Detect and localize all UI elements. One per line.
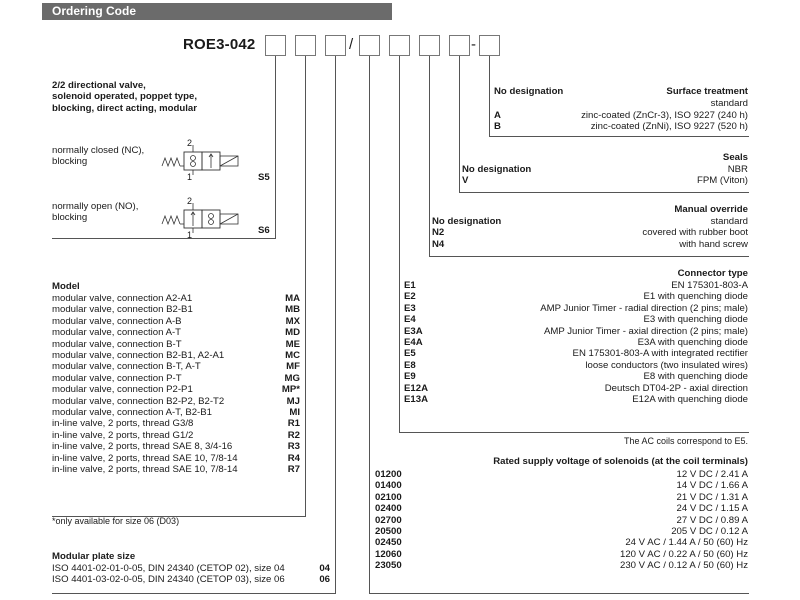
item-label: modular valve, connection P-T <box>52 372 182 384</box>
list-item <box>52 304 300 315</box>
item-code: 02400 <box>375 503 402 515</box>
code-box-connector <box>389 35 410 56</box>
item-desc: FPM (Viton) <box>697 175 748 187</box>
model-list <box>52 293 300 476</box>
item-label: modular valve, connection A2-A1 <box>52 293 193 304</box>
item-desc: 24 V AC / 1.44 A / 50 (60) Hz <box>625 537 748 549</box>
list-item <box>404 371 748 382</box>
list-item <box>375 549 748 560</box>
no-port-top: 2 <box>187 196 193 206</box>
variant-vline <box>275 56 276 239</box>
list-item <box>432 227 748 238</box>
item-code: 04 <box>319 563 330 574</box>
list-item <box>404 280 748 291</box>
item-desc: Deutsch DT04-2P - axial direction <box>604 382 748 394</box>
surface-vline <box>489 56 490 137</box>
list-item <box>375 480 748 491</box>
item-desc: loose conductors (two insulated wires) <box>585 359 748 371</box>
item-desc: standard <box>710 216 748 227</box>
item-desc: NBR <box>727 164 748 175</box>
item-code: 06 <box>319 574 330 586</box>
item-label: ISO 4401-02-01-0-05, DIN 24340 (CETOP 02), size 04 <box>52 563 285 574</box>
item-code: 01400 <box>375 480 402 492</box>
connector-vline <box>399 56 400 433</box>
list-item <box>494 110 748 121</box>
item-code: MJ <box>286 395 300 407</box>
item-code: MF <box>286 361 300 373</box>
list-item <box>375 469 748 480</box>
item-desc: 12 V DC / 2.41 A <box>676 469 748 480</box>
item-code: E12A <box>404 382 428 394</box>
item-code: E9 <box>404 371 416 383</box>
list-item <box>52 361 300 372</box>
item-code: MD <box>285 327 300 339</box>
valve-description: 2/2 directional valve, solenoid operated, poppet type, blocking, direct acting, modular <box>52 80 197 114</box>
item-desc: E8 with quenching diode <box>643 371 748 383</box>
item-code: E5 <box>404 348 416 360</box>
list-item <box>404 383 748 394</box>
item-code: A <box>494 110 501 121</box>
item-label: modular valve, connection A-B <box>52 315 182 327</box>
item-label: modular valve, connection A-T <box>52 327 182 339</box>
item-code: V <box>462 175 469 187</box>
model-vline <box>305 56 306 517</box>
list-item <box>432 216 748 227</box>
item-label: modular valve, connection A-T, B2-B1 <box>52 407 212 419</box>
item-label: in-line valve, 2 ports, thread SAE 8, 3/4-16 <box>52 441 233 453</box>
item-code: 20500 <box>375 526 402 538</box>
list-item <box>462 164 748 175</box>
item-code: E13A <box>404 394 428 406</box>
list-item <box>52 418 300 429</box>
item-code: E2 <box>404 291 416 303</box>
item-desc: 14 V DC / 1.66 A <box>676 480 748 492</box>
no-valve-symbol-icon <box>160 198 242 240</box>
override-list <box>432 216 748 250</box>
code-box-plate <box>325 35 346 56</box>
item-code: R1 <box>287 418 300 430</box>
item-code: E1 <box>404 280 416 291</box>
item-desc: 21 V DC / 1.31 A <box>676 491 748 503</box>
item-label: modular valve, connection B2-B1, A2-A1 <box>52 350 225 362</box>
item-code: 02100 <box>375 491 402 503</box>
item-code: 23050 <box>375 560 402 572</box>
list-item <box>404 326 748 337</box>
item-label: in-line valve, 2 ports, thread SAE 10, 7/8-14 <box>52 452 238 464</box>
item-desc: E1 with quenching diode <box>643 291 748 303</box>
variant-no-code: S6 <box>258 225 270 236</box>
list-item <box>52 441 300 452</box>
list-item <box>52 316 300 327</box>
nc-port-top: 2 <box>187 138 193 148</box>
list-item <box>52 373 300 384</box>
item-code: B <box>494 121 501 133</box>
no-port-bottom: 1 <box>187 230 193 240</box>
item-label: in-line valve, 2 ports, thread G1/2 <box>52 429 194 441</box>
seals-bracket-line <box>459 192 749 193</box>
code-box-model <box>295 35 316 56</box>
plate-list <box>52 563 330 586</box>
item-desc: covered with rubber boot <box>642 227 748 239</box>
item-code: E8 <box>404 359 416 371</box>
item-desc: 27 V DC / 0.89 A <box>676 514 748 526</box>
item-desc: EN 175301-803-A <box>671 280 748 291</box>
section-header: Ordering Code <box>42 3 392 20</box>
item-code: MA <box>285 293 300 304</box>
plate-title: Modular plate size <box>52 551 136 562</box>
item-label: ISO 4401-03-02-0-05, DIN 24340 (CETOP 03), size 06 <box>52 574 285 586</box>
list-item <box>52 339 300 350</box>
list-item <box>404 303 748 314</box>
list-item <box>52 574 330 585</box>
list-item <box>52 407 300 418</box>
item-desc: AMP Junior Timer - axial direction (2 pins; male) <box>543 325 748 337</box>
item-code: 01200 <box>375 469 402 480</box>
list-item <box>52 453 300 464</box>
code-dash: - <box>471 36 476 53</box>
item-code: MI <box>289 407 300 419</box>
plate-vline <box>335 56 336 594</box>
override-vline <box>429 56 430 257</box>
voltage-vline <box>369 56 370 594</box>
plate-bracket-line <box>52 593 336 594</box>
code-box-seals <box>449 35 470 56</box>
list-item <box>404 314 748 325</box>
item-label: in-line valve, 2 ports, thread SAE 10, 7/8-14 <box>52 464 238 476</box>
override-bracket-line <box>429 256 749 257</box>
item-label: in-line valve, 2 ports, thread G3/8 <box>52 418 194 430</box>
item-code: 02450 <box>375 537 402 549</box>
code-box-surface <box>479 35 500 56</box>
seals-vline <box>459 56 460 193</box>
item-desc: E3 with quenching diode <box>643 314 748 326</box>
item-code: MB <box>285 304 300 316</box>
connector-list <box>404 280 748 405</box>
item-desc: 230 V AC / 0.12 A / 50 (60) Hz <box>620 560 748 572</box>
list-item <box>52 384 300 395</box>
item-code: N4 <box>432 238 445 250</box>
list-item <box>375 537 748 548</box>
variant-no-label: normally open (NO), blocking <box>52 201 139 224</box>
variant-nc-code: S5 <box>258 172 270 183</box>
item-desc: E12A with quenching diode <box>632 394 748 406</box>
item-label: modular valve, connection B2-P2, B2-T2 <box>52 395 225 407</box>
item-label: modular valve, connection P2-P1 <box>52 384 193 396</box>
nc-port-bottom: 1 <box>187 172 193 182</box>
connector-title: Connector type <box>677 268 748 279</box>
override-title: Manual override <box>674 204 748 215</box>
item-label: modular valve, connection B2-B1 <box>52 304 193 316</box>
item-code: N2 <box>432 227 445 239</box>
seals-list <box>462 164 748 187</box>
item-code: E3 <box>404 302 416 314</box>
item-code: E4 <box>404 314 416 326</box>
item-code: 12060 <box>375 548 402 560</box>
surface-title: Surface treatment <box>666 86 748 97</box>
list-item <box>404 337 748 348</box>
item-code: ME <box>285 338 300 350</box>
item-code: MG <box>284 372 300 384</box>
list-item <box>375 560 748 571</box>
item-label: modular valve, connection B-T <box>52 338 182 350</box>
code-slash: / <box>349 36 354 53</box>
item-desc: E3A with quenching diode <box>637 337 748 349</box>
item-desc: zinc-coated (ZnCr-3), ISO 9227 (240 h) <box>581 110 748 121</box>
item-code: E4A <box>404 337 423 349</box>
list-item <box>404 348 748 359</box>
voltage-bracket-line <box>369 593 749 594</box>
list-item <box>375 515 748 526</box>
item-desc: 205 V DC / 0.12 A <box>671 526 748 538</box>
surface-bracket-line <box>489 136 749 137</box>
list-item <box>404 291 748 302</box>
item-code: No designation <box>462 164 532 175</box>
surface-list <box>494 110 748 133</box>
item-desc: 24 V DC / 1.15 A <box>676 503 748 515</box>
list-item <box>462 175 748 186</box>
code-box-variant <box>265 35 286 56</box>
item-code: E3A <box>404 325 423 337</box>
list-item <box>52 327 300 338</box>
code-box-override <box>419 35 440 56</box>
surface-no-designation: No designation <box>494 86 564 97</box>
ordering-code-prefix: ROE3-042 <box>183 36 256 53</box>
list-item <box>375 526 748 537</box>
code-box-voltage <box>359 35 380 56</box>
list-item <box>375 503 748 514</box>
list-item <box>404 360 748 371</box>
list-item <box>52 430 300 441</box>
list-item <box>404 394 748 405</box>
item-desc: EN 175301-803-A with integrated rectifier <box>572 348 748 360</box>
item-code: R2 <box>287 429 300 441</box>
list-item <box>52 396 300 407</box>
model-title: Model <box>52 281 80 292</box>
item-desc: AMP Junior Timer - radial direction (2 pins; male) <box>540 302 748 314</box>
list-item <box>52 464 300 475</box>
list-item <box>52 293 300 304</box>
seals-title: Seals <box>722 152 748 163</box>
item-desc: zinc-coated (ZnNi), ISO 9227 (520 h) <box>590 121 748 133</box>
list-item <box>52 350 300 361</box>
voltage-list <box>375 469 748 572</box>
item-desc: with hand screw <box>679 238 748 250</box>
item-code: R3 <box>287 441 300 453</box>
voltage-title: Rated supply voltage of solenoids (at the coil terminals) <box>493 456 748 467</box>
item-label: modular valve, connection B-T, A-T <box>52 361 201 373</box>
variant-nc-label: normally closed (NC), blocking <box>52 145 145 168</box>
item-code: 02700 <box>375 514 402 526</box>
item-code: R4 <box>287 452 300 464</box>
nc-valve-symbol-icon <box>160 140 242 182</box>
item-desc: 120 V AC / 0.22 A / 50 (60) Hz <box>620 548 748 560</box>
item-code: R7 <box>287 464 300 476</box>
item-code: MC <box>285 350 300 362</box>
connector-bracket-line <box>399 432 749 433</box>
model-footnote: *only available for size 06 (D03) <box>52 516 180 526</box>
list-item <box>52 563 330 574</box>
connector-note: The AC coils correspond to E5. <box>623 436 748 446</box>
item-code: No designation <box>432 216 502 227</box>
list-item <box>432 239 748 250</box>
list-item <box>375 492 748 503</box>
list-item <box>494 121 748 132</box>
surface-standard: standard <box>710 98 748 109</box>
item-code: MP* <box>281 384 300 396</box>
item-code: MX <box>285 315 300 327</box>
